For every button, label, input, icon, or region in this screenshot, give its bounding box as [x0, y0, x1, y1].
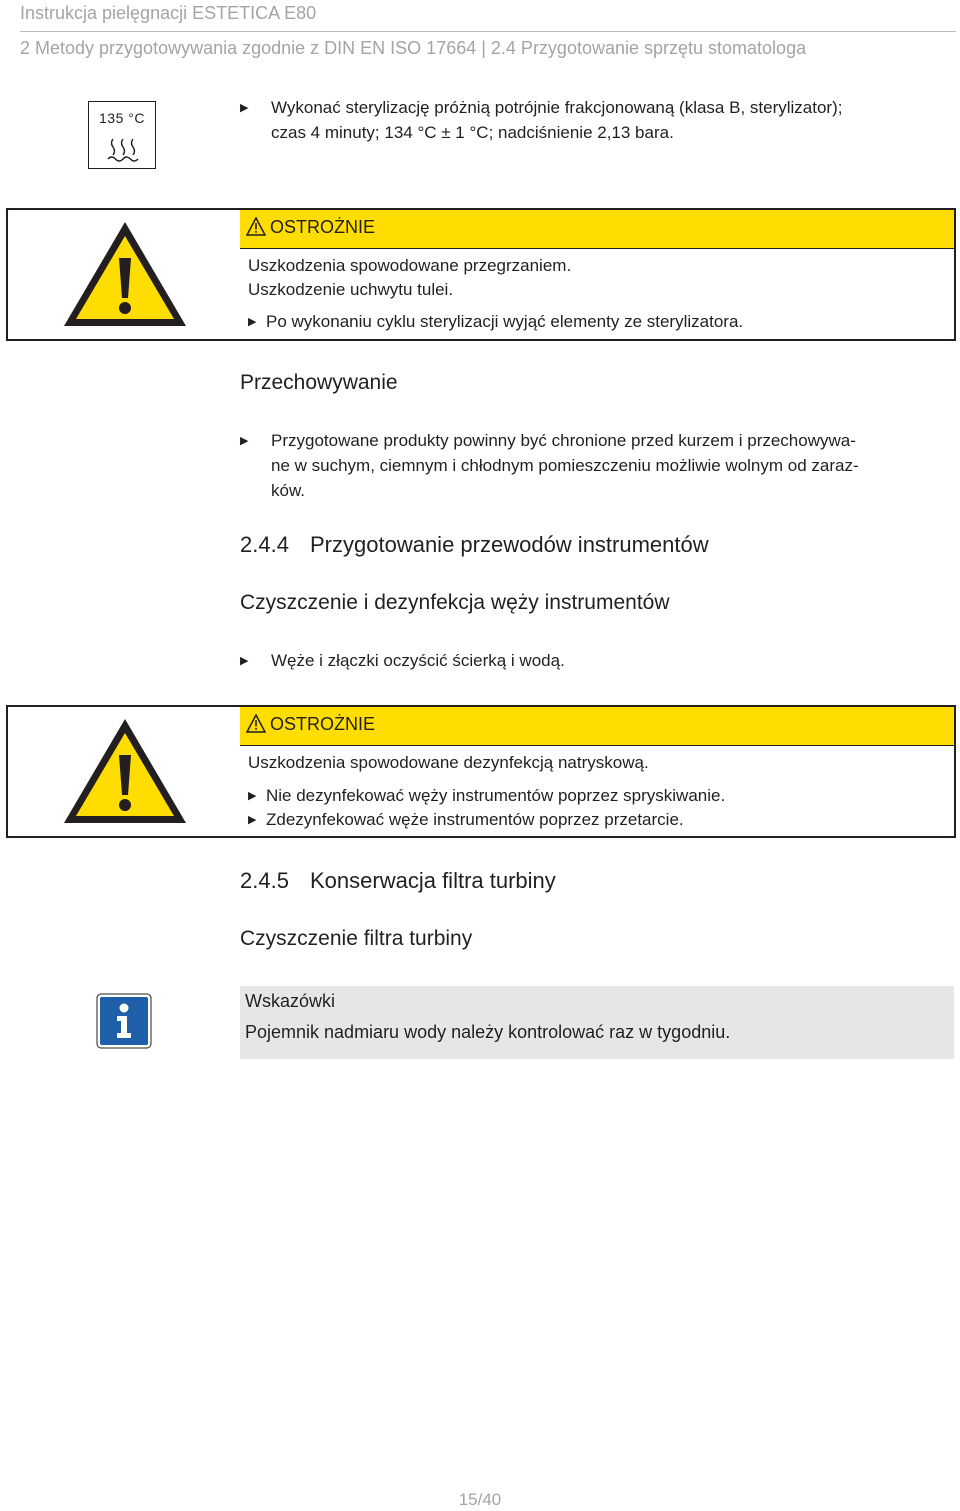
steam-icon [107, 137, 139, 163]
caution-consequence: Uszkodzenie uchwytu tulei. [248, 280, 454, 299]
bullet-triangle-icon: ▶ [248, 814, 257, 826]
header-divider [20, 31, 956, 32]
caution-instruction-1 [248, 784, 725, 808]
sterilization-temperature: 135 °C [99, 110, 145, 126]
bullet-triangle-icon: ▶ [248, 790, 257, 802]
bullet-triangle-icon: ▶ [240, 102, 249, 114]
caution-label: OSTROŻNIE [270, 217, 376, 237]
caution-instruction-text: Po wykonaniu cyklu sterylizacji wyjąć elementy ze sterylizatora. [266, 312, 744, 331]
caution-instruction [248, 310, 743, 334]
small-warning-icon [246, 714, 266, 733]
breadcrumb: 2 Metody przygotowywania zgodnie z DIN EN ISO 17664 | 2.4 Przygotowanie sprzętu stomatologa [20, 38, 807, 58]
section-title: Konserwacja filtra turbiny [310, 868, 556, 893]
bullet-triangle-icon: ▶ [248, 316, 257, 328]
caution-instruction-text: Zdezynfekować węże instrumentów poprzez przetarcie. [266, 810, 684, 829]
bullet-triangle-icon: ▶ [240, 435, 249, 447]
caution-instruction-2 [248, 808, 684, 832]
small-warning-icon [246, 217, 266, 236]
sterilization-instruction-line1: Wykonać sterylizację próżnią potrójnie frakcjonowaną (klasa B, sterylizator); [271, 98, 843, 117]
subsection-heading: Czyszczenie i dezynfekcja węży instrumentów [240, 591, 670, 614]
section-number: 2.4.5 [240, 868, 289, 893]
section-number: 2.4.4 [240, 532, 289, 557]
caution-header [240, 210, 954, 249]
caution-label: OSTROŻNIE [270, 714, 376, 734]
caution-header [240, 707, 954, 746]
subsection-heading: Czyszczenie filtra turbiny [240, 927, 473, 950]
warning-triangle-icon [60, 218, 190, 330]
sterilization-instruction-line2: czas 4 minuty; 134 °C ± 1 °C; nadciśnienie 2,13 bara. [271, 123, 674, 142]
section-title: Przygotowanie przewodów instrumentów [310, 532, 709, 557]
storage-text-line1: Przygotowane produkty powinny być chronione przed kurzem i przechowywa- [271, 431, 856, 450]
hint-text: Pojemnik nadmiaru wody należy kontrolować raz w tygodniu. [245, 1022, 731, 1042]
info-icon [96, 993, 152, 1049]
storage-text-line2: ne w suchym, ciemnym i chłodnym pomieszczeniu możliwie wolnym od zaraz- [271, 456, 859, 475]
sterilization-symbol [88, 101, 156, 169]
page-number: 15/40 [458, 1490, 502, 1509]
document-title: Instrukcja pielęgnacji ESTETICA E80 [20, 3, 317, 23]
caution-headline: Uszkodzenia spowodowane dezynfekcją natryskową. [248, 753, 649, 772]
bullet-triangle-icon: ▶ [240, 655, 249, 667]
hose-cleaning-instruction: Węże i złączki oczyścić ścierką i wodą. [271, 651, 565, 670]
hint-title: Wskazówki [245, 991, 336, 1011]
storage-heading: Przechowywanie [240, 371, 398, 394]
caution-box-spray-disinfection [6, 705, 956, 838]
hint-box [240, 986, 954, 1059]
caution-box-overheating [6, 208, 956, 341]
warning-triangle-icon [60, 715, 190, 827]
caution-instruction-text: Nie dezynfekować węży instrumentów poprzez spryskiwanie. [266, 786, 726, 805]
storage-text-line3: ków. [271, 481, 306, 500]
caution-headline: Uszkodzenia spowodowane przegrzaniem. [248, 256, 572, 275]
